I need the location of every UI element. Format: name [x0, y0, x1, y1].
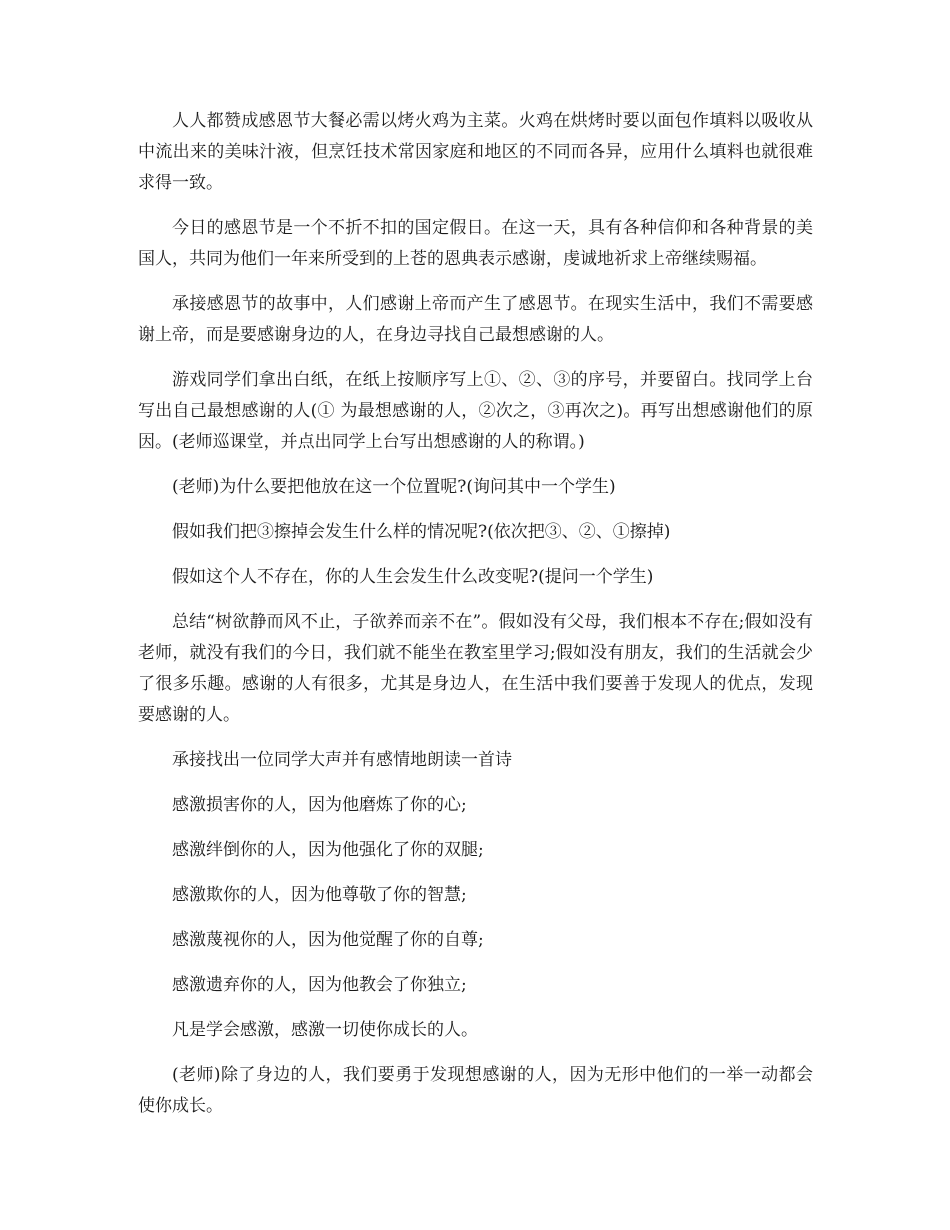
paragraph-national-holiday: 今日的感恩节是一个不折不扣的国定假日。在这一天，具有各种信仰和各种背景的美国人，共同为他们一年来所受到的上苍的恩典表示感谢，虔诚地祈求上帝继续赐福。 — [138, 218, 813, 269]
poem-line-1: 感激损害你的人，因为他磨炼了你的心; — [172, 795, 467, 815]
paragraph-thanksgiving-turkey: 人人都赞成感恩节大餐必需以烤火鸡为主菜。火鸡在烘烤时要以面包作填料以吸收从中流出来的美味汁液，但烹饪技术常因家庭和地区的不同而各异，应用什么填料也就很难求得一致。 — [138, 111, 813, 193]
paragraph-game: 游戏同学们拿出白纸，在纸上按顺序写上①、②、③的序号，并要留白。找同学上台写出自己最想感谢的人(① 为最想感谢的人，②次之，③再次之)。再写出想感谢他们的原因。(老师巡课堂，并点出同学上台写出想感谢的人的称谓。) — [138, 370, 813, 452]
paragraph-teacher-question: (老师)为什么要把他放在这一个位置呢?(询问其中一个学生) — [172, 477, 616, 497]
poem-line-3: 感激欺你的人，因为他尊敬了你的智慧; — [172, 885, 467, 905]
poem-line-4: 感激蔑视你的人，因为他觉醒了你的自尊; — [172, 930, 484, 950]
paragraph-erase-question: 假如我们把③擦掉会发生什么样的情况呢?(依次把③、②、①擦掉) — [172, 522, 671, 542]
paragraph-poem-intro: 承接找出一位同学大声并有感情地朗读一首诗 — [172, 750, 512, 770]
paragraph-transition: 承接感恩节的故事中，人们感谢上帝而产生了感恩节。在现实生活中，我们不需要感谢上帝，而是要感谢身边的人，在身边寻找自己最想感谢的人。 — [138, 294, 813, 345]
document-body — [138, 106, 813, 1136]
poem-line-2: 感激绊倒你的人，因为他强化了你的双腿; — [172, 840, 484, 860]
paragraph-teacher-closing: (老师)除了身边的人，我们要勇于发现想感谢的人，因为无形中他们的一举一动都会使你成长。 — [138, 1065, 813, 1116]
paragraph-life-change-question: 假如这个人不存在，你的人生会发生什么改变呢?(提问一个学生) — [172, 567, 654, 587]
paragraph-summary: 总结“树欲静而风不止，子欲养而亲不在”。假如没有父母，我们根本不存在;假如没有老师，就没有我们的今日，我们就不能坐在教室里学习;假如没有朋友，我们的生活就会少了很多乐趣。感谢的人有很多，尤其是身边人，在生活中我们要善于发现人的优点，发现要感谢的人。 — [138, 612, 813, 725]
poem-line-5: 感激遗弃你的人，因为他教会了你独立; — [172, 975, 467, 995]
poem-line-6: 凡是学会感激，感激一切使你成长的人。 — [172, 1020, 478, 1040]
